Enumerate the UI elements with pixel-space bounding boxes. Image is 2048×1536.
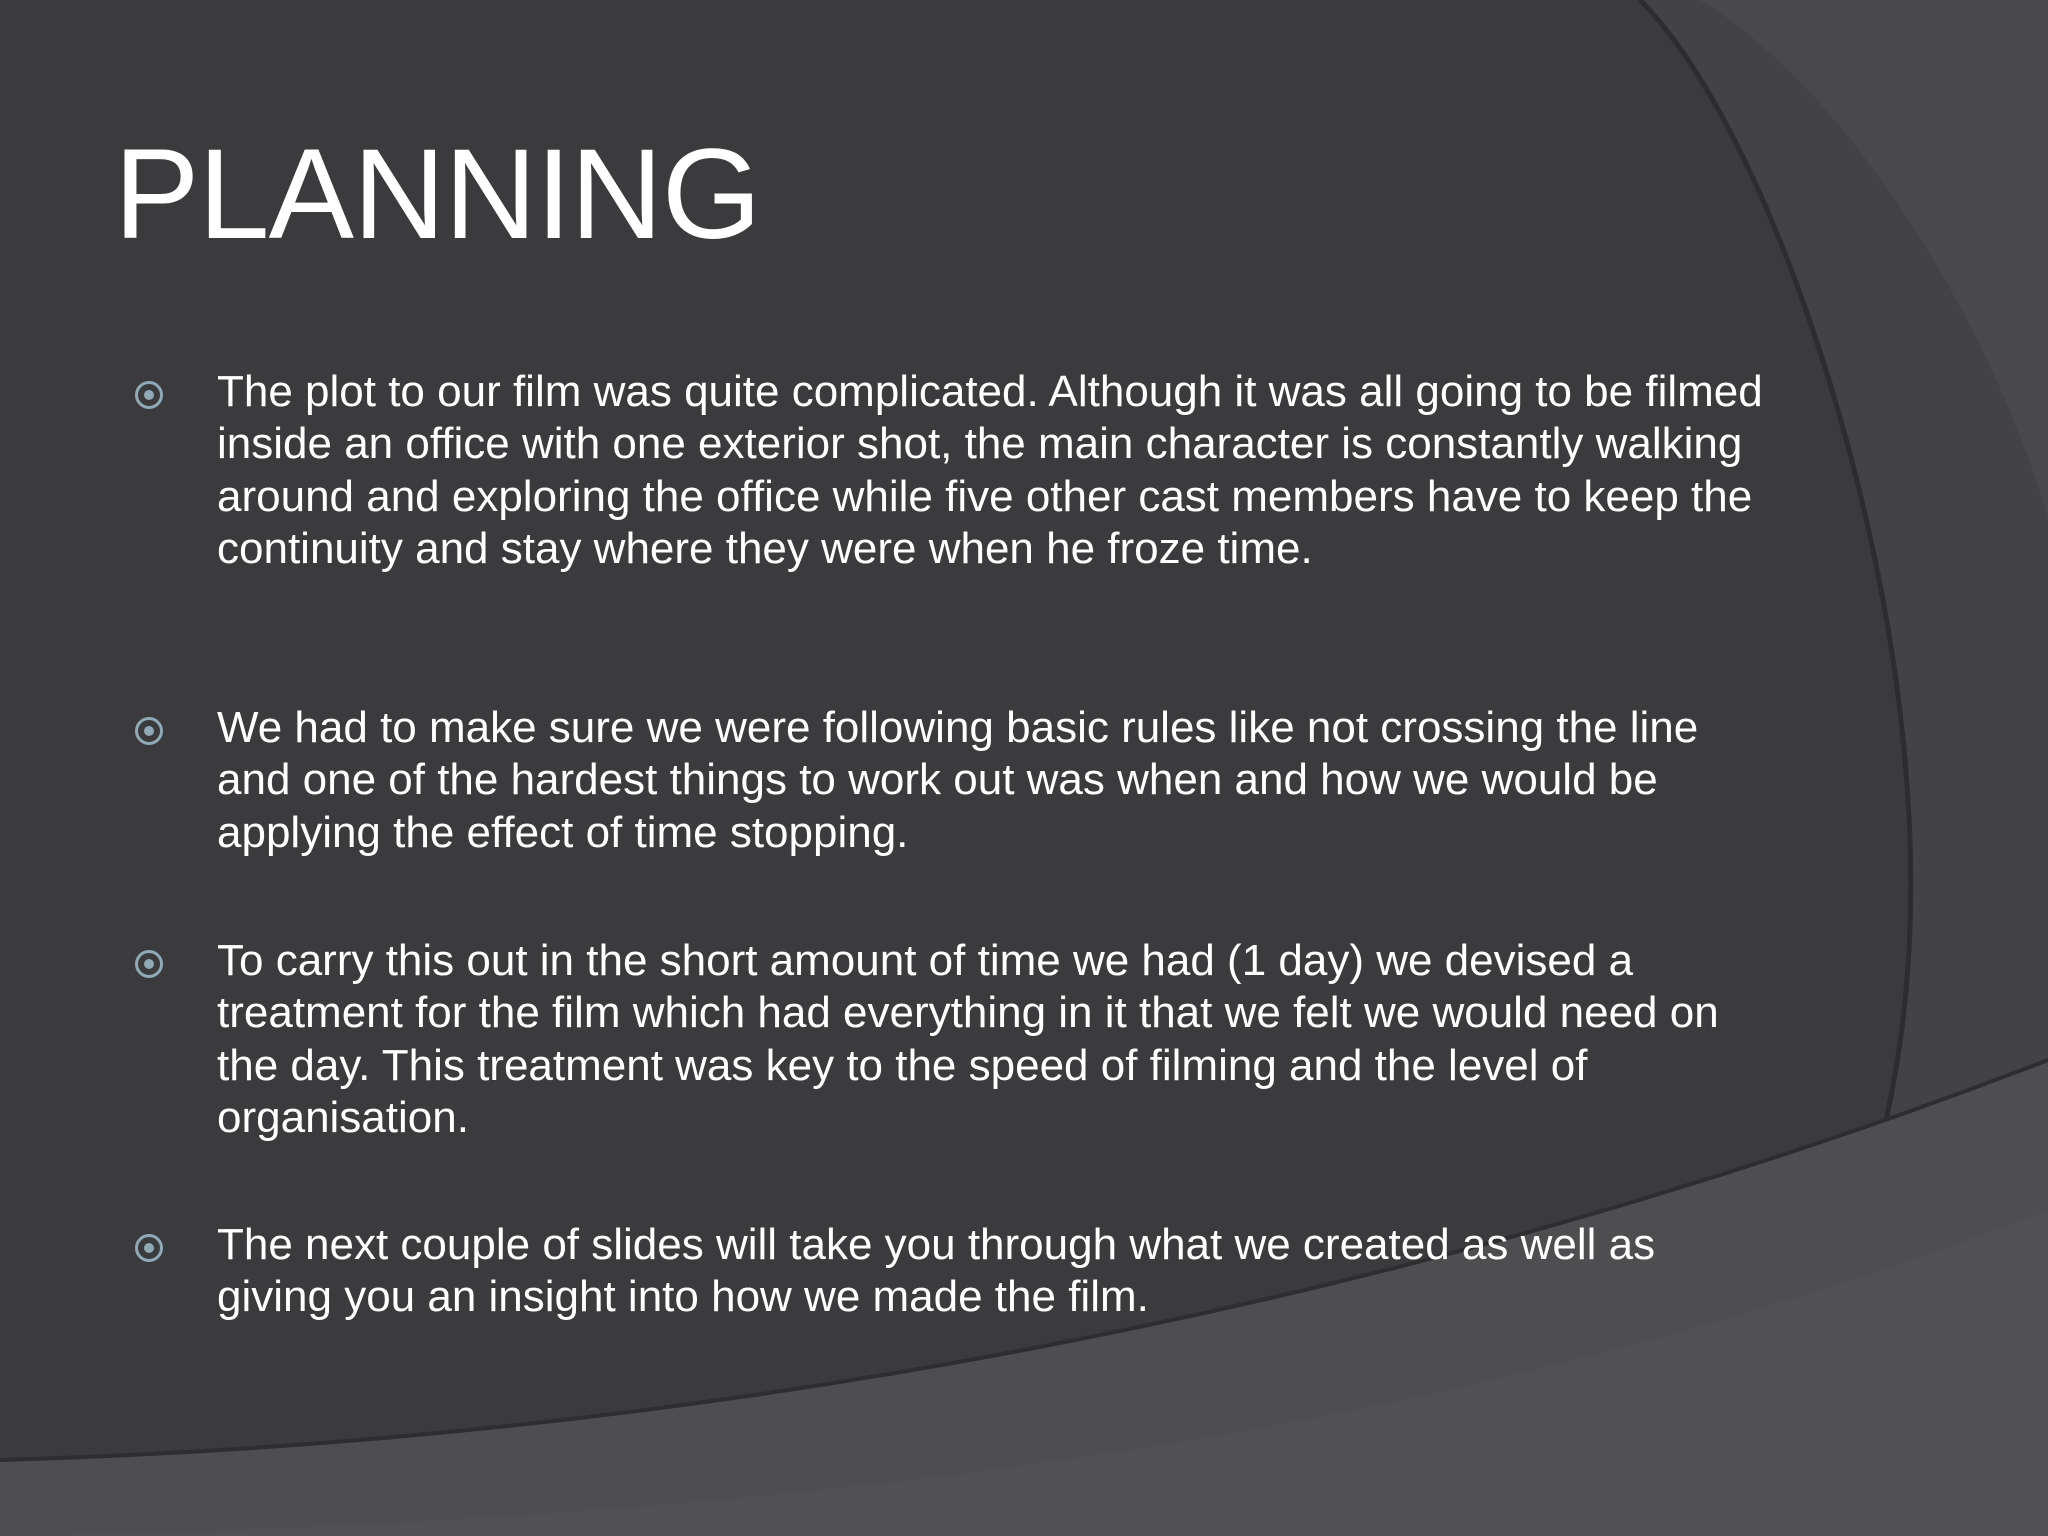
bullet-text: The next couple of slides will take you through what we created as well as giving you an insight into how we made the film. <box>217 1220 1656 1322</box>
bullet-text: We had to make sure we were following basic rules like not crossing the line and one of the hardest things to work out was when and how we would be applying the effect of time stopping. <box>217 703 1699 857</box>
bullet-text: To carry this out in the short amount of time we had (1 day) we devised a treatment for the film which had everything in it that we felt we would need on the day. This treatment was key to the speed of filming and the level of organisation. <box>217 936 1719 1142</box>
circled-dot-icon <box>135 381 163 409</box>
circled-dot-icon <box>135 717 163 745</box>
slide-title: PLANNING <box>114 123 761 266</box>
circled-dot-icon <box>135 950 163 978</box>
circled-dot-icon <box>135 1234 163 1262</box>
bullet-text: The plot to our film was quite complicated. Although it was all going to be filmed inside an office with one exterior shot, the main character is constantly walking around and exploring the office while five other cast members have to keep the continuity and stay where they were when he froze time. <box>217 367 1763 573</box>
